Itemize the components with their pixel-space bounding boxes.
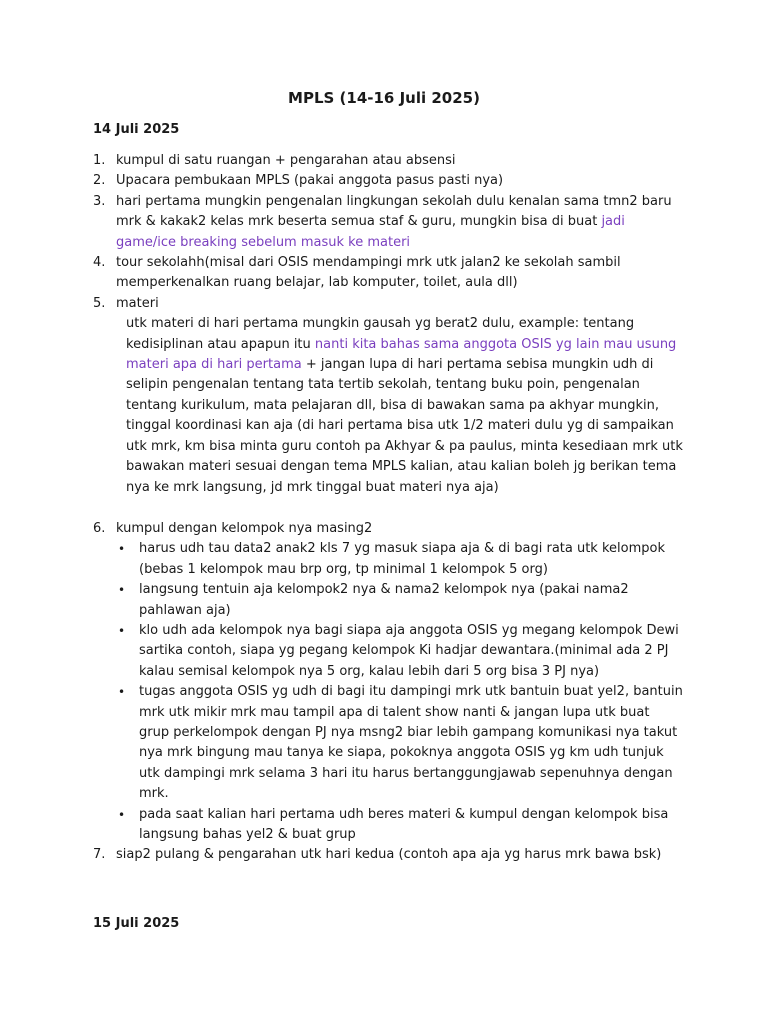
bullet-item bbox=[116, 539, 683, 580]
list-item bbox=[93, 192, 683, 253]
list-item-detail bbox=[116, 314, 683, 498]
list-item-text: tour sekolahh(misal dari OSIS mendampingi mrk utk jalan2 ke sekolah sambil memperkenalkan ruang belajar, lab komputer, toilet, aula dll) bbox=[116, 255, 621, 291]
bullet-text: pada saat kalian hari pertama udh beres materi & kumpul dengan kelompok bisa langsung bahas yel2 & buat grup bbox=[139, 806, 669, 842]
list-item-text: kumpul dengan kelompok nya masing2 bbox=[116, 520, 373, 536]
list-item-text: kumpul di satu ruangan + pengarahan atau absensi bbox=[116, 153, 456, 168]
list-item-text: hari pertama mungkin pengenalan lingkungan sekolah dulu kenalan sama tmn2 baru mrk & kakak2 kelas mrk beserta semua staf & guru, mungkin bisa di buat bbox=[116, 193, 672, 230]
detail-text: utk materi di hari pertama mungkin gausah yg berat2 dulu, example: tentang kedisiplinan atau apapun itu bbox=[126, 316, 635, 352]
bullet-icon: • bbox=[118, 685, 126, 700]
list-item bbox=[93, 151, 683, 171]
bullet-icon: • bbox=[118, 583, 126, 598]
list-number: 1. bbox=[93, 153, 106, 168]
page-title: MPLS (14-16 Juli 2025) bbox=[288, 89, 480, 107]
date-heading-day2: 15 Juli 2025 bbox=[93, 916, 180, 931]
bullet-item bbox=[116, 805, 683, 846]
list-number: 5. bbox=[93, 295, 106, 311]
list-number: 7. bbox=[93, 847, 106, 863]
detail-text: + jangan lupa di hari pertama sebisa mungkin udh di selipin pengenalan tentang tata tertib sekolah, tentang buku poin, pengenalan tentang kurikulum, mata pelajaran dll, bisa di bawakan sama pa akhyar mungkin, tinggal koordinasi kan aja (di hari pertama bisa utk 1/2 materi dulu yg di sampaikan utk mrk, km bisa minta guru contoh pa Akhyar & pa paulus, minta kesediaan mrk utk bawakan materi sesuai dengan tema MPLS kalian, atau kalian boleh jg berikan tema nya ke mrk langsung, jd mrk tinggal buat materi nya aja) bbox=[126, 357, 683, 495]
bullet-icon: • bbox=[118, 807, 126, 822]
list-number: 3. bbox=[93, 193, 106, 209]
list-number: 4. bbox=[93, 255, 106, 271]
bullet-text: klo udh ada kelompok nya bagi siapa aja anggota OSIS yg megang kelompok Dewi sartika contoh, siapa yg pegang kelompok Ki hadjar dewantara.(minimal ada 2 PJ kalau semisal kelompok nya 5 org, kalau lebih dari 5 org bisa 3 PJ nya) bbox=[139, 622, 679, 679]
list-item-text: Upacara pembukaan MPLS (pakai anggota pasus pasti nya) bbox=[116, 173, 504, 189]
agenda-list-day1 bbox=[93, 151, 683, 866]
list-item-text: materi bbox=[116, 295, 159, 311]
bullet-text: tugas anggota OSIS yg udh di bagi itu dampingi mrk utk bantuin buat yel2, bantuin mrk utk mikir mrk mau tampil apa di talent show nanti & jangan lupa utk buat grup perkelompok dengan PJ nya msng2 biar lebih gampang komunikasi nya takut nya mrk bingung mau tanya ke siapa, pokoknya anggota OSIS yg km udh tunjuk utk dampingi mrk selama 3 hari itu harus bertanggungjawab sepenuhnya dengan mrk. bbox=[139, 684, 683, 802]
list-item bbox=[93, 294, 683, 498]
spacer bbox=[93, 498, 683, 519]
list-item-text: siap2 pulang & pengarahan utk hari kedua (contoh apa aja yg harus mrk bawa bsk) bbox=[116, 847, 662, 863]
highlighted-note: jadi game/ice breaking sebelum masuk ke materi bbox=[116, 214, 625, 250]
list-item bbox=[93, 519, 683, 846]
bullet-item bbox=[116, 621, 683, 682]
highlighted-note: nanti kita bahas sama anggota OSIS yg lain mau usung materi apa di hari pertama bbox=[126, 336, 677, 373]
bullet-icon: • bbox=[118, 542, 126, 557]
bullet-item bbox=[116, 580, 683, 621]
bullet-text: langsung tentuin aja kelompok2 nya & nama2 kelompok nya (pakai nama2 pahlawan aja) bbox=[139, 582, 629, 618]
list-number: 6. bbox=[93, 520, 106, 536]
list-item bbox=[93, 845, 683, 865]
list-number: 2. bbox=[93, 173, 106, 189]
date-heading-day1: 14 Juli 2025 bbox=[93, 122, 180, 137]
bullet-item bbox=[116, 682, 683, 804]
bullet-list bbox=[116, 539, 683, 845]
list-item bbox=[93, 171, 683, 191]
bullet-icon: • bbox=[118, 623, 126, 638]
list-item bbox=[93, 253, 683, 294]
bullet-text: harus udh tau data2 anak2 kls 7 yg masuk siapa aja & di bagi rata utk kelompok (bebas 1 kelompok mau brp org, tp minimal 1 kelompok 5 org) bbox=[139, 541, 665, 577]
